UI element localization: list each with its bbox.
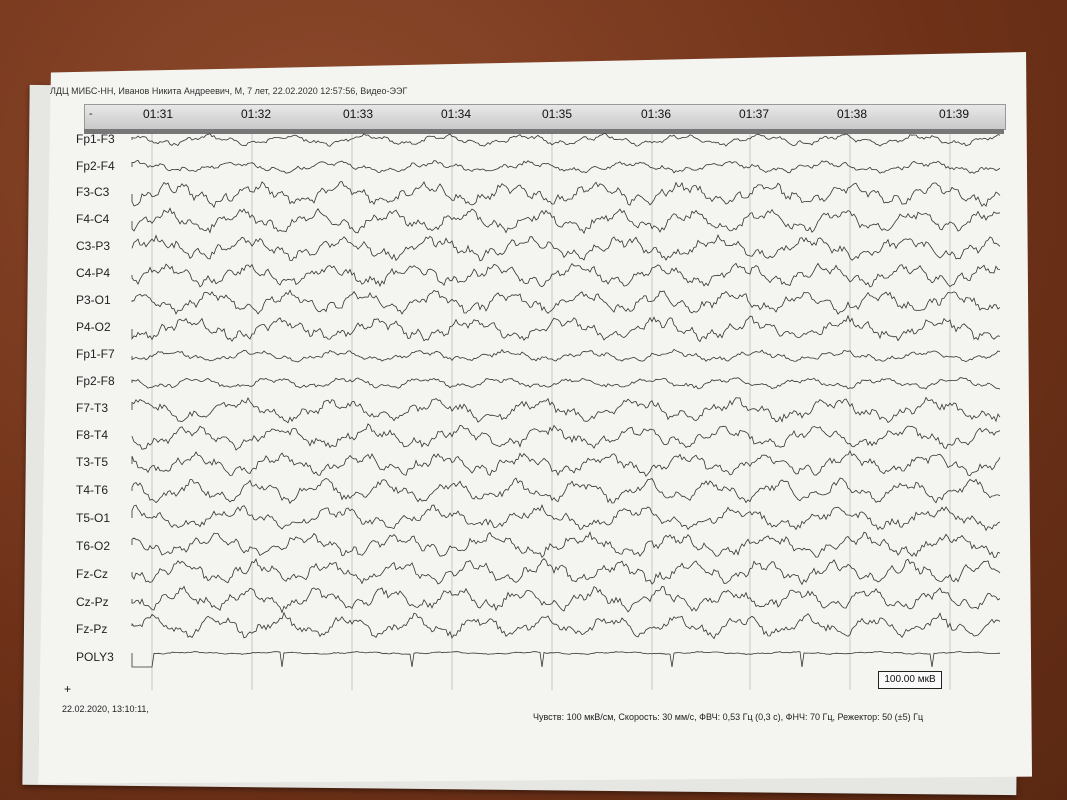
eeg-trace bbox=[132, 398, 1000, 423]
time-label: 01:34 bbox=[441, 107, 472, 121]
eeg-trace bbox=[132, 532, 1000, 557]
channel-label: T4-T6 bbox=[76, 483, 109, 497]
eeg-trace bbox=[132, 613, 1000, 639]
time-label: 01:39 bbox=[939, 107, 970, 121]
channel-label: Cz-Pz bbox=[76, 595, 109, 609]
channel-label: F4-C4 bbox=[76, 212, 110, 226]
time-label: 01:33 bbox=[343, 107, 374, 121]
poly-trace bbox=[132, 652, 1000, 668]
channel-label: P3-O1 bbox=[76, 293, 111, 307]
eeg-trace bbox=[132, 451, 1000, 476]
channel-label: Fp2-F8 bbox=[76, 374, 115, 388]
channel-label: T5-O1 bbox=[76, 511, 111, 525]
time-label: 01:37 bbox=[739, 107, 770, 121]
channel-label: P4-O2 bbox=[76, 320, 111, 334]
channel-label: T3-T5 bbox=[76, 455, 109, 469]
channel-label: F7-T3 bbox=[76, 401, 109, 415]
time-label: 01:32 bbox=[241, 107, 272, 121]
eeg-trace bbox=[132, 263, 1000, 287]
print-timestamp: 22.02.2020, 13:10:11, bbox=[62, 704, 149, 714]
channel-label: Fp2-F4 bbox=[76, 159, 115, 173]
time-label: 01:35 bbox=[542, 107, 573, 121]
channel-label: F3-C3 bbox=[76, 185, 110, 199]
channel-label: Fp1-F7 bbox=[76, 347, 115, 361]
eeg-trace bbox=[132, 378, 1000, 389]
recording-settings: Чувств: 100 мкВ/см, Скорость: 30 мм/с, ФВЧ: 0,53 Гц (0,3 с), ФНЧ: 70 Гц, Режектор: 50 (±5) Гц bbox=[533, 712, 924, 722]
amplitude-scale-box: 100.00 мкВ bbox=[878, 671, 942, 689]
channel-label: C3-P3 bbox=[76, 239, 111, 253]
time-bar-minus: - bbox=[89, 108, 93, 120]
channel-label: T6-O2 bbox=[76, 539, 111, 553]
time-label: 01:38 bbox=[837, 107, 868, 121]
eeg-trace bbox=[132, 133, 1000, 146]
eeg-trace bbox=[132, 182, 1000, 208]
eeg-trace bbox=[132, 424, 1000, 450]
eeg-trace bbox=[132, 208, 1000, 233]
channel-label: Fz-Pz bbox=[76, 622, 108, 636]
time-label: 01:36 bbox=[641, 107, 672, 121]
eeg-trace bbox=[132, 290, 1000, 314]
channel-label: F8-T4 bbox=[76, 428, 109, 442]
eeg-trace bbox=[132, 235, 1000, 261]
eeg-trace bbox=[132, 316, 1000, 342]
eeg-trace bbox=[132, 160, 1000, 173]
eeg-trace bbox=[132, 349, 1000, 362]
channel-label: Fz-Cz bbox=[76, 567, 108, 581]
channel-label: Fp1-F3 bbox=[76, 132, 115, 146]
channel-label: C4-P4 bbox=[76, 266, 111, 280]
channel-label: POLY3 bbox=[76, 650, 114, 664]
eeg-trace bbox=[132, 478, 1000, 503]
recording-header: ЛДЦ МИБС-НН, Иванов Никита Андреевич, М, 7 лет, 22.02.2020 12:57:56, Видео-ЭЭГ bbox=[50, 86, 408, 96]
eeg-trace bbox=[132, 586, 1000, 612]
time-label: 01:31 bbox=[143, 107, 174, 121]
plus-marker: + bbox=[64, 682, 72, 696]
eeg-trace bbox=[132, 505, 1000, 530]
eeg-trace bbox=[132, 559, 1000, 585]
